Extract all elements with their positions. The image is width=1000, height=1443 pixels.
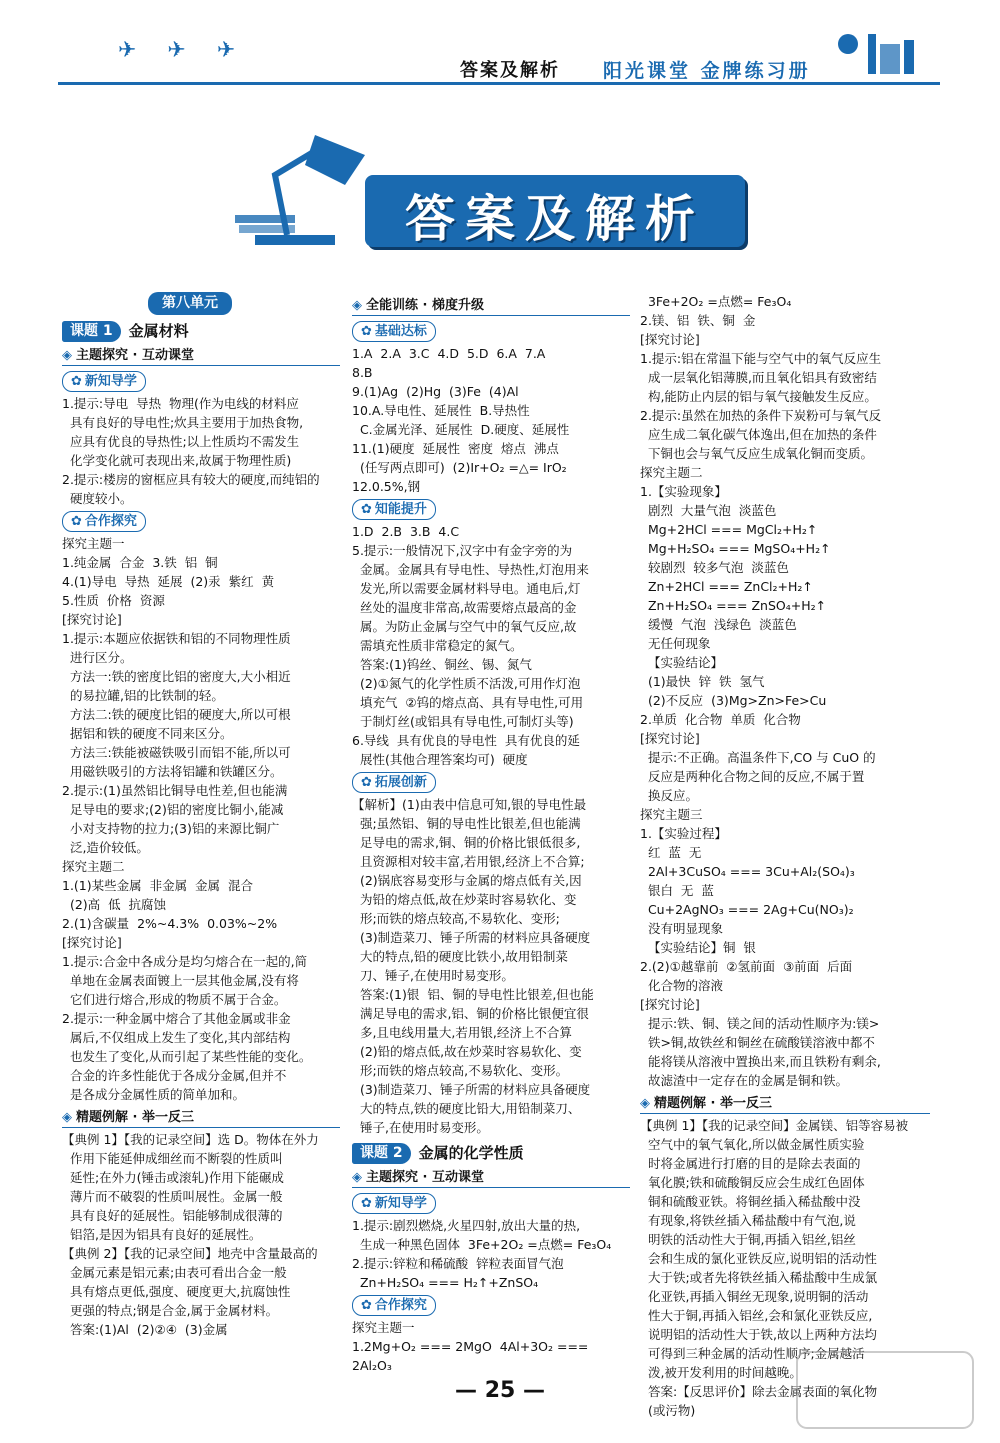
- section-bar: [62, 1108, 340, 1128]
- unit-tag: 第八单元: [148, 292, 232, 315]
- text-block: 1.A 2.A 3.C 4.D 5.D 6.A 7.A 8.B 9.(1)Ag (2)Hg (3)Fe (4)Al 10.A.导电性、延展性 B.导热性 C.金属光泽、延展性 D.硬度、延展性 11.(1)硬度 延展性 密度 熔点 沸点 (任写两点即可) (2)Ir+O₂ =△= IrO₂ 12.0.5%,钢: [352, 346, 570, 494]
- star-icon: ✿: [361, 324, 372, 339]
- page-number: — 25 —: [455, 1378, 545, 1403]
- section-bar: [352, 1168, 630, 1188]
- sub-heading-label: 新知导学: [374, 1196, 427, 1211]
- section-bar: [640, 1094, 930, 1114]
- sub-heading-label: 基础达标: [374, 324, 427, 339]
- sub-heading: [352, 321, 436, 342]
- star-icon: ✿: [361, 502, 372, 517]
- text-block: 【典例 1】【我的记录空间】金属镁、铝等容易被 空气中的氧气氧化,所以做金属性质实验 时将金属进行打磨的目的是除去表面的 氧化膜;铁和硫酸铜反应会生成红色固体 铜和硫酸亚铁。将铜丝插入稀盐酸中没 有现象,将铁丝插入稀盐酸中有气泡,说 明铁的活动性大于铜,再插入铝丝,铝丝 会和生成的氯化亚铁反应,说明铝的活动性 大于铁;或者先将铁丝插入稀盐酸中生成氯 化亚铁,再插入铜丝无现象,说明铜的活动 性大于铜,再插入铝丝,会和氯化亚铁反应, 说明铝的活动性大于铁,故以上两种方法均 可得到三种金属的活动性顺序;金属越活 泼,被开发利用的时间越晚。 答案:【反思评价】除去金属表面的氧化物 (或污物): [640, 1118, 909, 1418]
- section-bar-label: 主题探究 · 互动课堂: [76, 348, 194, 363]
- bullet-icon: ◈: [640, 1096, 650, 1111]
- title-banner: [225, 135, 765, 250]
- text-block: 1.D 2.B 3.B 4.C 5.提示:一般情况下,汉字中有金字旁的为 金属。金属具有导电性、导热性,灯泡用来 发光,所以需要金属材料导电。通电后,灯 丝处的温度非常高,故需要熔点最高的金 属。为防止金属与空气中的氧气反应,故 需填充性质非常稳定的氮气。 答案:(1)钨丝、铜丝、锡、氮气 (2)①氮气的化学性质不活泼,可用作灯泡 填充气 ②钨的熔点高、具有导电性,可用 于制灯丝(或铝具有导电性,可制灯头等) 6.导线 具有优良的导电性 具有优良的延 展性(其他合理答案均可) 硬度: [352, 524, 589, 767]
- section-bar-label: 精题例解 · 举一反三: [654, 1096, 772, 1111]
- section-bar-label: 全能训练 · 梯度升级: [366, 298, 484, 313]
- star-icon: ✿: [361, 1196, 372, 1211]
- section-bar-label: 主题探究 · 互动课堂: [366, 1170, 484, 1185]
- sub-heading-label: 合作探究: [374, 1298, 427, 1313]
- lesson-header-1: [62, 321, 340, 342]
- sub-heading: [352, 1193, 436, 1214]
- sub-heading: [352, 499, 436, 520]
- section-bar: [352, 296, 630, 316]
- text-block: 【解析】(1)由表中信息可知,银的导电性最 强;虽然铝、铜的导电性比银差,但也能满 足导电的需求,铜、铜的价格比银低很多, 且资源相对较丰富,若用银,经济上不合算; (2)锅底容易变形与金属的熔点低有关,因 为铅的熔点低,故在炒菜时容易软化、变 形;而铁的熔点较高,不易软化、变形; (3)制造菜刀、锤子所需的材料应具备硬度 大的特点,铅的硬度比铁小,故用铅制菜 刀、锤子,在使用时易变形。 答案:(1)银 铝、铜的导电性比银差,但也能 满足导电的需求,铝、铜的价格比银便宜很 多,且电线用量大,若用银,经济上不合算 (2)铅的熔点低,故在炒菜时容易软化、变 形;而铁的熔点较高,不易软化、变形。 (3)制造菜刀、锤子所需的材料应具备硬度 大的特点,铁的硬度比铅大,用铅制菜刀、 锤子,在使用时易变形。: [352, 797, 594, 1135]
- birds-icon: ✈ ✈ ✈: [118, 38, 248, 63]
- star-icon: ✿: [361, 1298, 372, 1313]
- text-block: 探究主题一 1.2Mg+O₂ === 2MgO 4Al+3O₂ === 2Al₂O₃: [352, 1320, 589, 1373]
- sub-heading: [62, 371, 146, 392]
- text-block: 探究主题一 1.纯金属 合金 3.铁 铝 铜 4.(1)导电 导热 延展 (2)汞 紫红 黄 5.性质 价格 资源 [探究讨论] 1.提示:本题应依据铁和铝的不同物理性质 进行区分。 方法一:铁的密度比铝的密度大,大小相近 的易拉罐,铝的比铁制的轻。 方法二:铁的硬度比铝的硬度大,所以可根 据铝和铁的硬度不同来区分。 方法三:铁能被磁铁吸引而铝不能,所以可 用磁铁吸引的方法将铝罐和铁罐区分。 2.提示:(1)虽然铝比铜导电性差,但也能满 足导电的要求;(2)铝的密度比铜小,能减 小对支持物的拉力;(3)铝的来源比铜广 泛,造价较低。 探究主题二 1.(1)某些金属 非金属 金属 混合 (2)高 低 抗腐蚀 2.(1)含碳量 2%~4.3% 0.03%~2% [探究讨论] 1.提示:合金中各成分是均匀熔合在一起的,简 单地在金属表面镀上一层其他金属,没有将 它们进行熔合,形成的物质不属于合金。 2.提示:一种金属中熔合了其他金属或非金 属后,不仅组成上发生了变化,其内部结构 也发生了变化,从而引起了某些性能的变化。 合金的许多性能优于各成分金属,但并不 是各成分金属性质的简单加和。: [62, 536, 312, 1102]
- sub-heading: [62, 511, 146, 532]
- header-rule: [58, 82, 940, 85]
- sub-heading: [352, 772, 436, 793]
- banner-title: 答案及解析: [405, 189, 705, 248]
- lesson-title: 金属材料: [128, 322, 189, 340]
- header-decoration-icon: [818, 22, 938, 84]
- text-block: 1.提示:导电 导热 物理(作为电线的材料应 具有良好的导电性;炊具主要用于加热食物, 应具有优良的导热性;以上性质均不需发生 化学变化就可表现出来,故属于物理性质) 2.提示:楼房的窗框应具有较大的硬度,而纯铝的 硬度较小。: [62, 396, 320, 506]
- section-bar: [62, 346, 340, 366]
- lesson-header-2: [352, 1143, 630, 1164]
- star-icon: ✿: [71, 374, 82, 389]
- watermark-logo: [795, 1350, 975, 1430]
- lesson-badge: 课题 2: [352, 1143, 411, 1164]
- sub-heading-label: 新知导学: [84, 374, 137, 389]
- header-left-title: 答案及解析: [460, 60, 560, 81]
- lesson-title: 金属的化学性质: [418, 1144, 524, 1162]
- section-bar-label: 精题例解 · 举一反三: [76, 1110, 194, 1125]
- text-block: 1.提示:剧烈燃烧,火星四射,放出大量的热, 生成一种黑色固体 3Fe+2O₂ =点燃= Fe₃O₄ 2.提示:锌粒和稀硫酸 锌粒表面冒气泡 Zn+H₂SO₄ === H₂↑+ZnSO₄: [352, 1218, 612, 1290]
- bullet-icon: ◈: [352, 1170, 362, 1185]
- page-header: [58, 38, 940, 86]
- bullet-icon: ◈: [62, 1110, 72, 1125]
- sub-heading-label: 拓展创新: [374, 775, 427, 790]
- bullet-icon: ◈: [62, 348, 72, 363]
- column-1: [62, 292, 340, 1339]
- text-block: 【典例 1】【我的记录空间】选 D。物体在外力 作用下能延伸成细丝而不断裂的性质叫 延性;在外力(锤击或滚轧)作用下能碾成 薄片而不破裂的性质叫展性。金属一般 具有良好的延展性。铝能够制成很薄的 铝箔,是因为铝具有良好的延展性。 【典例 2】【我的记录空间】地壳中含量最高的 金属元素是铝元素;由表可看出合金一般 具有熔点更低,强度、硬度更大,抗腐蚀性 更强的特点;钢是合金,属于金属材料。 答案:(1)Al (2)②④ (3)金属: [62, 1132, 319, 1337]
- column-3: [640, 292, 930, 1420]
- text-block: 3Fe+2O₂ =点燃= Fe₃O₄ 2.镁、铝 铁、铜 金 [探究讨论] 1.提示:铝在常温下能与空气中的氧气反应生 成一层氧化铝薄膜,而且氧化铝具有致密结 构,能防止内层的铝与氧气接触发生反应。 2.提示:虽然在加热的条件下炭粉可与氧气反 应生成二氧化碳气体逸出,但在加热的条件 下铜也会与氧气反应生成氧化铜而变质。 探究主题二 1.【实验现象】 剧烈 大量气泡 淡蓝色 Mg+2HCl === MgCl₂+H₂↑ Mg+H₂SO₄ === MgSO₄+H₂↑ 较剧烈 较多气泡 淡蓝色 Zn+2HCl === ZnCl₂+H₂↑ Zn+H₂SO₄ === ZnSO₄+H₂↑ 缓慢 气泡 浅绿色 淡蓝色 无任何现象 【实验结论】 (1)最快 锌 铁 氢气 (2)不反应 (3)Mg>Zn>Fe>Cu 2.单质 化合物 单质 化合物 [探究讨论] 提示:不正确。高温条件下,CO 与 CuO 的 反应是两种化合物之间的反应,不属于置 换反应。 探究主题三 1.【实验过程】 红 蓝 无 2Al+3CuSO₄ === 3Cu+Al₂(SO₄)₃ 银白 无 蓝 Cu+2AgNO₃ === 2Ag+Cu(NO₃)₂ 没有明显现象 【实验结论】铜 银 2.(2)①越靠前 ②氢前面 ③前面 后面 化合物的溶液 [探究讨论] 提示:铁、铜、镁之间的活动性顺序为:镁> 铁>铜,故铁丝和铜丝在硫酸镁溶液中都不 能将镁从溶液中置换出来,而且铁粉有剩余, 故滤渣中一定存在的金属是铜和铁。: [640, 294, 882, 1088]
- sub-heading: [352, 1295, 436, 1316]
- lesson-badge: 课题 1: [62, 321, 121, 342]
- sub-heading-label: 知能提升: [374, 502, 427, 517]
- banner-title-box: [365, 175, 745, 247]
- column-2: [352, 292, 630, 1375]
- bullet-icon: ◈: [352, 298, 362, 313]
- sub-heading-label: 合作探究: [84, 514, 137, 529]
- star-icon: ✿: [361, 775, 372, 790]
- star-icon: ✿: [71, 514, 82, 529]
- header-right-title: 阳光课堂 金牌练习册: [603, 60, 811, 82]
